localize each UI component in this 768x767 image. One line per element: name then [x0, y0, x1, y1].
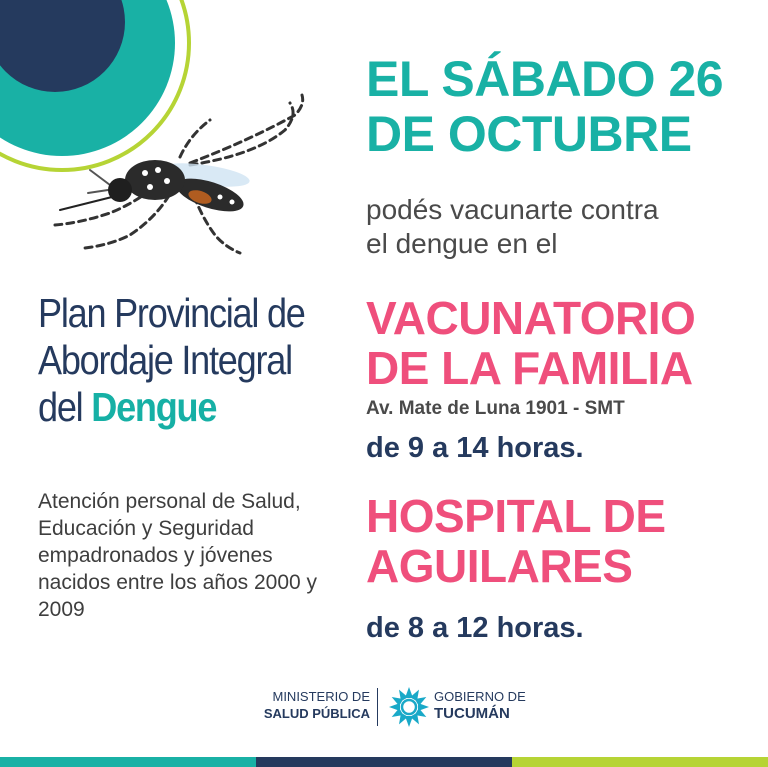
government-label-line2: TUCUMÁN [434, 705, 510, 722]
event-date-line2: DE OCTUBRE [366, 106, 692, 162]
bottom-color-bar [0, 757, 768, 767]
venue-vacunatorio-line1: VACUNATORIO [366, 292, 696, 344]
venue-hospital-line1: HOSPITAL DE [366, 490, 666, 542]
audience-description: Atención personal de Salud, Educación y Seguridad empadronados y jóvenes nacidos entre los años 2000 y 2009 [38, 490, 318, 621]
government-label-line1: GOBIERNO DE [434, 689, 526, 704]
lead-text [366, 193, 659, 261]
venue-vacunatorio-address: Av. Mate de Luna 1901 - SMT [366, 398, 625, 419]
ministry-label [264, 688, 370, 722]
bottom-bar-navy [256, 757, 512, 767]
venue-vacunatorio-line2: DE LA FAMILIA [366, 342, 693, 394]
tucuman-sun-icon [388, 686, 430, 728]
plan-title-line3-prefix: del [38, 384, 92, 430]
lead-text-line2: el dengue en el [366, 228, 558, 259]
venue-hospital [366, 491, 666, 591]
plan-title [38, 290, 311, 431]
plan-title-line3 [38, 384, 311, 431]
footer-divider [377, 688, 378, 726]
event-date-line1: EL SÁBADO 26 [366, 51, 724, 107]
event-date [366, 52, 723, 162]
bottom-bar-lime [512, 757, 768, 767]
plan-title-line1: Plan Provincial de [38, 290, 305, 336]
ministry-label-line1: MINISTERIO DE [272, 689, 370, 704]
ministry-label-line2: SALUD PÚBLICA [263, 706, 370, 721]
venue-vacunatorio-hours: de 9 a 14 horas. [366, 432, 584, 464]
venue-hospital-hours: de 8 a 12 horas. [366, 612, 584, 644]
bottom-bar-teal [0, 757, 256, 767]
mosquito-icon [40, 85, 330, 265]
venue-hospital-line2: AGUILARES [366, 540, 633, 592]
plan-title-highlight: Dengue [91, 384, 217, 430]
government-label [434, 688, 526, 723]
venue-vacunatorio [366, 293, 695, 393]
lead-text-line1: podés vacunarte contra [366, 194, 659, 225]
plan-title-line2: Abordaje Integral [38, 337, 292, 383]
